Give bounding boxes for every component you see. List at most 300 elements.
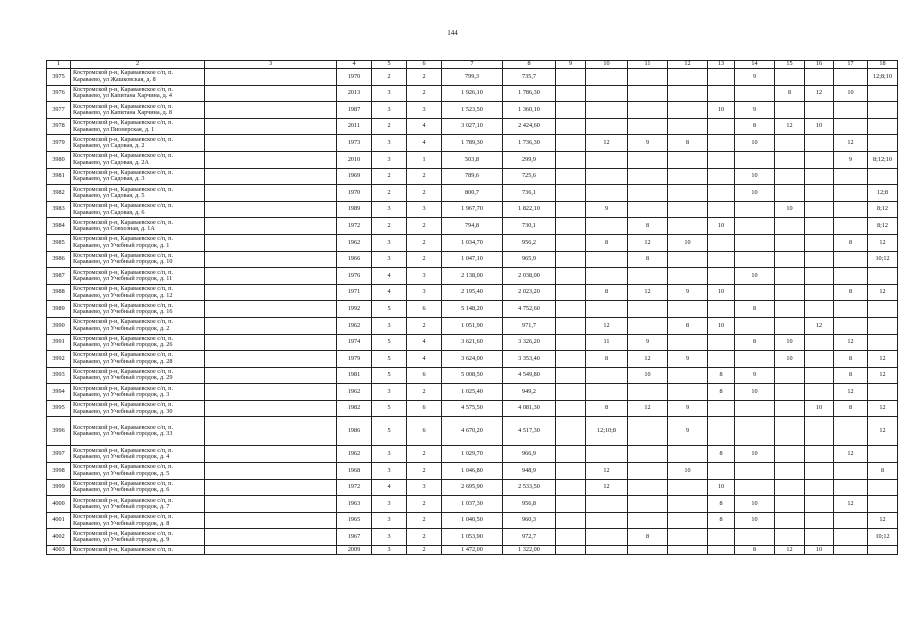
table-cell xyxy=(834,463,868,480)
table-cell: 8 xyxy=(708,446,735,463)
table-cell xyxy=(708,185,735,202)
table-cell xyxy=(708,334,735,351)
table-cell: 12 xyxy=(805,317,834,334)
row-number-cell: 3982 xyxy=(47,185,71,202)
table-cell: 8 xyxy=(735,118,775,135)
table-cell xyxy=(868,168,898,185)
table-cell xyxy=(708,268,735,285)
table-cell: 730,1 xyxy=(503,218,556,235)
table-cell: 3 xyxy=(372,201,407,218)
table-cell xyxy=(205,251,337,268)
table-row xyxy=(47,234,898,251)
table-cell: 8 xyxy=(668,135,708,152)
table-cell: 1 736,30 xyxy=(503,135,556,152)
table-cell xyxy=(868,135,898,152)
table-cell: 972,7 xyxy=(503,529,556,546)
table-cell xyxy=(834,512,868,529)
table-cell xyxy=(805,102,834,119)
table-cell: 4 549,80 xyxy=(503,367,556,384)
address-cell: Костромской р-н, Караваевское с/п, п. Караваево, ул Капитана Харчина, д. 8 xyxy=(71,102,205,119)
table-cell: 10 xyxy=(735,384,775,401)
address-cell: Костромской р-н, Караваевское с/п, п. Караваево, ул Учебный городок, д. 30 xyxy=(71,400,205,417)
table-cell xyxy=(834,168,868,185)
table-cell: 4 xyxy=(372,479,407,496)
table-cell xyxy=(708,529,735,546)
table-cell xyxy=(628,463,668,480)
table-cell: 12 xyxy=(586,135,628,152)
table-cell xyxy=(668,334,708,351)
table-cell xyxy=(556,512,586,529)
table-cell xyxy=(205,384,337,401)
table-cell xyxy=(556,201,586,218)
table-cell xyxy=(735,284,775,301)
table-cell xyxy=(834,546,868,555)
table-cell: 8 xyxy=(735,546,775,555)
table-cell xyxy=(628,201,668,218)
table-cell xyxy=(735,151,775,168)
table-cell: 725,6 xyxy=(503,168,556,185)
table-cell: 1 053,90 xyxy=(442,529,503,546)
table-cell: 12 xyxy=(834,384,868,401)
table-cell: 2 533,50 xyxy=(503,479,556,496)
address-cell: Костромской р-н, Караваевское с/п, п. Караваево, ул Учебный городок, д. 6 xyxy=(71,479,205,496)
table-cell: 8 xyxy=(735,334,775,351)
table-cell: 5 008,50 xyxy=(442,367,503,384)
table-cell: 12 xyxy=(805,85,834,102)
address-cell: Костромской р-н, Караваевское с/п, п. Караваево, ул Учебный городок, д. 4 xyxy=(71,446,205,463)
table-cell xyxy=(668,218,708,235)
table-cell xyxy=(834,251,868,268)
table-cell xyxy=(205,102,337,119)
table-cell: 10 xyxy=(708,102,735,119)
table-cell: 956,2 xyxy=(503,234,556,251)
table-cell: 1 047,10 xyxy=(442,251,503,268)
table-cell: 1 786,30 xyxy=(503,85,556,102)
table-cell xyxy=(556,268,586,285)
table-cell xyxy=(805,496,834,513)
row-number-cell: 3987 xyxy=(47,268,71,285)
table-cell xyxy=(805,334,834,351)
table-cell: 5 xyxy=(372,400,407,417)
column-number: 1 xyxy=(47,61,71,69)
table-cell xyxy=(628,446,668,463)
table-cell xyxy=(668,102,708,119)
table-cell xyxy=(775,102,805,119)
table-cell xyxy=(586,446,628,463)
table-cell xyxy=(868,479,898,496)
table-cell xyxy=(556,85,586,102)
table-cell: 2 xyxy=(407,446,442,463)
table-cell xyxy=(586,251,628,268)
table-cell: 965,9 xyxy=(503,251,556,268)
row-number-cell: 3983 xyxy=(47,201,71,218)
row-number-cell: 3984 xyxy=(47,218,71,235)
row-number-cell: 3999 xyxy=(47,479,71,496)
table-cell: 8 xyxy=(834,367,868,384)
table-cell: 10 xyxy=(735,168,775,185)
table-cell xyxy=(775,367,805,384)
table-cell xyxy=(556,118,586,135)
table-cell: 8 xyxy=(628,218,668,235)
table-cell xyxy=(556,351,586,368)
table-cell xyxy=(668,301,708,318)
table-cell xyxy=(556,334,586,351)
table-cell: 8 xyxy=(834,284,868,301)
table-cell xyxy=(556,102,586,119)
table-cell: 10 xyxy=(628,367,668,384)
table-cell: 3 xyxy=(372,151,407,168)
table-cell xyxy=(708,85,735,102)
table-cell xyxy=(628,69,668,86)
table-cell: 2 xyxy=(407,185,442,202)
table-cell xyxy=(205,301,337,318)
table-cell: 5 148,20 xyxy=(442,301,503,318)
table-cell xyxy=(586,546,628,555)
table-cell: 1962 xyxy=(337,384,372,401)
row-number-cell: 3986 xyxy=(47,251,71,268)
table-cell: 10 xyxy=(735,185,775,202)
address-cell: Костромской р-н, Караваевское с/п, п. Караваево, ул Учебный городок, д. 26 xyxy=(71,334,205,351)
table-cell xyxy=(805,201,834,218)
table-cell: 9 xyxy=(834,151,868,168)
row-number-cell: 3975 xyxy=(47,69,71,86)
table-cell: 2 xyxy=(372,69,407,86)
table-cell xyxy=(586,85,628,102)
table-cell: 1 822,10 xyxy=(503,201,556,218)
column-number: 6 xyxy=(407,61,442,69)
table-cell xyxy=(556,284,586,301)
address-cell: Костромской р-н, Караваевское с/п, п. Караваево, ул Учебный городок, д. 2 xyxy=(71,317,205,334)
table-cell: 8;12 xyxy=(868,201,898,218)
table-row xyxy=(47,334,898,351)
table-cell xyxy=(834,317,868,334)
table-cell xyxy=(556,479,586,496)
table-cell xyxy=(586,268,628,285)
table-cell: 2 xyxy=(372,118,407,135)
table-row xyxy=(47,135,898,152)
address-cell: Костромской р-н, Караваевское с/п, п. Караваево, ул Учебный городок, д. 7 xyxy=(71,496,205,513)
row-number-cell: 3978 xyxy=(47,118,71,135)
table-cell xyxy=(205,351,337,368)
table-cell xyxy=(834,118,868,135)
table-cell xyxy=(628,546,668,555)
table-cell xyxy=(775,135,805,152)
table-cell: 1971 xyxy=(337,284,372,301)
table-cell: 1967 xyxy=(337,529,372,546)
table-cell: 3 326,20 xyxy=(503,334,556,351)
table-cell: 12 xyxy=(868,367,898,384)
table-cell xyxy=(708,234,735,251)
table-cell: 2 xyxy=(407,317,442,334)
table-cell: 4 xyxy=(407,135,442,152)
table-cell: 8 xyxy=(708,384,735,401)
table-cell xyxy=(868,496,898,513)
address-cell: Костромской р-н, Караваевское с/п, п. Караваево, ул Учебный городок, д. 12 xyxy=(71,284,205,301)
table-cell: 2011 xyxy=(337,118,372,135)
table-cell: 1 967,70 xyxy=(442,201,503,218)
table-cell xyxy=(708,251,735,268)
address-cell: Костромской р-н, Караваевское с/п, п. xyxy=(71,546,205,555)
table-cell: 3 xyxy=(372,102,407,119)
table-cell xyxy=(834,301,868,318)
table-cell xyxy=(735,417,775,446)
table-cell: 4 xyxy=(372,268,407,285)
table-cell: 971,7 xyxy=(503,317,556,334)
column-number: 16 xyxy=(805,61,834,69)
table-cell: 3 xyxy=(372,446,407,463)
table-cell: 2 xyxy=(407,546,442,555)
table-cell: 10 xyxy=(735,268,775,285)
table-cell xyxy=(628,417,668,446)
table-cell xyxy=(708,168,735,185)
page-number: 144 xyxy=(447,29,458,37)
table-cell: 1963 xyxy=(337,496,372,513)
table-cell: 2 xyxy=(407,529,442,546)
table-cell xyxy=(735,317,775,334)
table-cell xyxy=(708,463,735,480)
table-cell xyxy=(556,463,586,480)
table-cell xyxy=(868,85,898,102)
table-cell xyxy=(868,102,898,119)
row-number-cell: 3981 xyxy=(47,168,71,185)
table-cell xyxy=(735,529,775,546)
table-row xyxy=(47,69,898,86)
table-cell xyxy=(868,446,898,463)
row-number-cell: 3995 xyxy=(47,400,71,417)
table-cell xyxy=(708,400,735,417)
table-cell xyxy=(805,284,834,301)
table-cell xyxy=(668,496,708,513)
table-cell xyxy=(708,351,735,368)
table-cell: 12 xyxy=(834,334,868,351)
column-number: 10 xyxy=(586,61,628,69)
table-cell xyxy=(205,367,337,384)
table-cell xyxy=(205,85,337,102)
table-cell xyxy=(205,284,337,301)
table-cell: 3 xyxy=(372,463,407,480)
table-row xyxy=(47,384,898,401)
table-cell xyxy=(205,118,337,135)
table-cell: 12 xyxy=(868,400,898,417)
table-cell: 2 xyxy=(407,463,442,480)
table-cell xyxy=(205,268,337,285)
table-cell xyxy=(556,417,586,446)
table-cell xyxy=(586,69,628,86)
table-cell xyxy=(628,102,668,119)
column-number: 3 xyxy=(205,61,337,69)
table-cell xyxy=(586,512,628,529)
table-cell xyxy=(775,185,805,202)
table-cell: 1 789,30 xyxy=(442,135,503,152)
table-cell xyxy=(775,479,805,496)
table-cell: 4 752,60 xyxy=(503,301,556,318)
table-cell xyxy=(775,69,805,86)
table-cell xyxy=(668,168,708,185)
table-cell xyxy=(775,529,805,546)
table-cell: 1962 xyxy=(337,234,372,251)
table-cell: 1966 xyxy=(337,251,372,268)
table-cell: 1974 xyxy=(337,334,372,351)
table-row xyxy=(47,317,898,334)
table-row xyxy=(47,496,898,513)
column-number: 12 xyxy=(668,61,708,69)
table-cell: 1 360,10 xyxy=(503,102,556,119)
table-cell xyxy=(628,118,668,135)
table-cell: 2 xyxy=(372,185,407,202)
table-cell: 12 xyxy=(586,479,628,496)
row-number-cell: 3988 xyxy=(47,284,71,301)
row-number-cell: 3990 xyxy=(47,317,71,334)
table-cell: 10 xyxy=(775,351,805,368)
table-cell xyxy=(205,168,337,185)
table-cell: 10;12 xyxy=(868,529,898,546)
table-cell xyxy=(205,417,337,446)
table-cell xyxy=(586,367,628,384)
table-cell: 12 xyxy=(868,417,898,446)
table-cell xyxy=(805,135,834,152)
table-cell: 3 xyxy=(407,201,442,218)
table-cell: 10 xyxy=(668,234,708,251)
column-number: 9 xyxy=(556,61,586,69)
table-cell xyxy=(708,118,735,135)
address-cell: Костромской р-н, Караваевское с/п, п. Караваево, ул Учебный городок, д. 9 xyxy=(71,529,205,546)
table-cell: 12 xyxy=(586,317,628,334)
table-cell xyxy=(735,463,775,480)
table-cell: 3 xyxy=(372,85,407,102)
table-cell xyxy=(586,102,628,119)
table-cell: 6 xyxy=(407,417,442,446)
table-cell: 8 xyxy=(775,85,805,102)
table-cell: 10 xyxy=(775,201,805,218)
table-cell: 11 xyxy=(586,334,628,351)
table-cell xyxy=(805,234,834,251)
column-number: 13 xyxy=(708,61,735,69)
table-cell: 1962 xyxy=(337,446,372,463)
table-cell: 1972 xyxy=(337,479,372,496)
table-cell xyxy=(556,400,586,417)
table-cell xyxy=(775,496,805,513)
table-cell xyxy=(868,334,898,351)
table-cell: 8 xyxy=(628,251,668,268)
table-cell xyxy=(628,496,668,513)
table-cell: 8 xyxy=(834,351,868,368)
table-cell: 3 xyxy=(372,251,407,268)
table-cell: 1969 xyxy=(337,168,372,185)
table-cell: 12 xyxy=(628,351,668,368)
table-cell: 3 xyxy=(407,102,442,119)
address-cell: Костромской р-н, Караваевское с/п, п. Караваево, ул Садовая, д. 2А xyxy=(71,151,205,168)
table-cell: 3 xyxy=(372,384,407,401)
table-cell xyxy=(805,529,834,546)
table-cell xyxy=(805,168,834,185)
table-cell: 1979 xyxy=(337,351,372,368)
table-cell xyxy=(868,546,898,555)
table-cell: 2010 xyxy=(337,151,372,168)
row-number-cell: 3977 xyxy=(47,102,71,119)
table-row xyxy=(47,512,898,529)
table-cell: 10 xyxy=(735,446,775,463)
table-cell: 4 517,30 xyxy=(503,417,556,446)
table-cell xyxy=(668,512,708,529)
table-row xyxy=(47,351,898,368)
table-cell: 966,9 xyxy=(503,446,556,463)
table-cell: 8 xyxy=(586,351,628,368)
table-cell: 956,8 xyxy=(503,496,556,513)
table-cell: 5 xyxy=(372,417,407,446)
table-cell xyxy=(735,85,775,102)
table-cell: 8 xyxy=(834,400,868,417)
table-cell: 5 xyxy=(372,367,407,384)
table-cell: 1992 xyxy=(337,301,372,318)
table-cell: 4 xyxy=(407,351,442,368)
table-cell xyxy=(775,512,805,529)
table-cell: 8 xyxy=(708,367,735,384)
table-row xyxy=(47,446,898,463)
table-cell xyxy=(805,512,834,529)
table-cell: 10 xyxy=(805,400,834,417)
table-cell xyxy=(708,301,735,318)
table-cell: 12 xyxy=(775,118,805,135)
table-cell: 10 xyxy=(834,85,868,102)
table-cell: 1 034,70 xyxy=(442,234,503,251)
table-cell: 9 xyxy=(735,367,775,384)
table-row xyxy=(47,268,898,285)
table-cell xyxy=(868,317,898,334)
address-cell: Костромской р-н, Караваевское с/п, п. Караваево, ул Учебный городок, д. 28 xyxy=(71,351,205,368)
table-cell: 1986 xyxy=(337,417,372,446)
table-cell: 12 xyxy=(834,135,868,152)
table-cell: 2 xyxy=(407,168,442,185)
table-cell xyxy=(805,384,834,401)
table-cell: 8 xyxy=(708,512,735,529)
address-cell: Костромской р-н, Караваевское с/п, п. Караваево, ул Учебный городок, д. 33 xyxy=(71,417,205,446)
table-cell: 3 353,40 xyxy=(503,351,556,368)
table-cell xyxy=(586,151,628,168)
table-cell: 1 037,30 xyxy=(442,496,503,513)
table-cell: 6 xyxy=(407,400,442,417)
table-cell xyxy=(834,201,868,218)
table-cell: 1981 xyxy=(337,367,372,384)
row-number-cell: 4001 xyxy=(47,512,71,529)
table-cell xyxy=(735,400,775,417)
table-cell xyxy=(668,479,708,496)
table-row xyxy=(47,463,898,480)
column-number: 15 xyxy=(775,61,805,69)
table-cell xyxy=(805,446,834,463)
table-row xyxy=(47,218,898,235)
table-cell: 6 xyxy=(407,301,442,318)
table-cell: 2 xyxy=(407,251,442,268)
table-cell: 8 xyxy=(586,400,628,417)
address-cell: Костромской р-н, Караваевское с/п, п. Караваево, ул Учебный городок, д. 29 xyxy=(71,367,205,384)
table-cell: 1973 xyxy=(337,135,372,152)
table-cell xyxy=(805,151,834,168)
table-cell: 12 xyxy=(834,496,868,513)
table-cell: 1 xyxy=(407,151,442,168)
table-cell xyxy=(628,168,668,185)
table-row xyxy=(47,201,898,218)
row-number-cell: 3994 xyxy=(47,384,71,401)
table-cell xyxy=(586,496,628,513)
table-cell xyxy=(556,251,586,268)
table-cell xyxy=(775,218,805,235)
table-cell xyxy=(735,479,775,496)
table-cell xyxy=(586,118,628,135)
table-cell xyxy=(668,118,708,135)
row-number-cell: 3993 xyxy=(47,367,71,384)
table-cell xyxy=(834,529,868,546)
table-cell xyxy=(556,446,586,463)
